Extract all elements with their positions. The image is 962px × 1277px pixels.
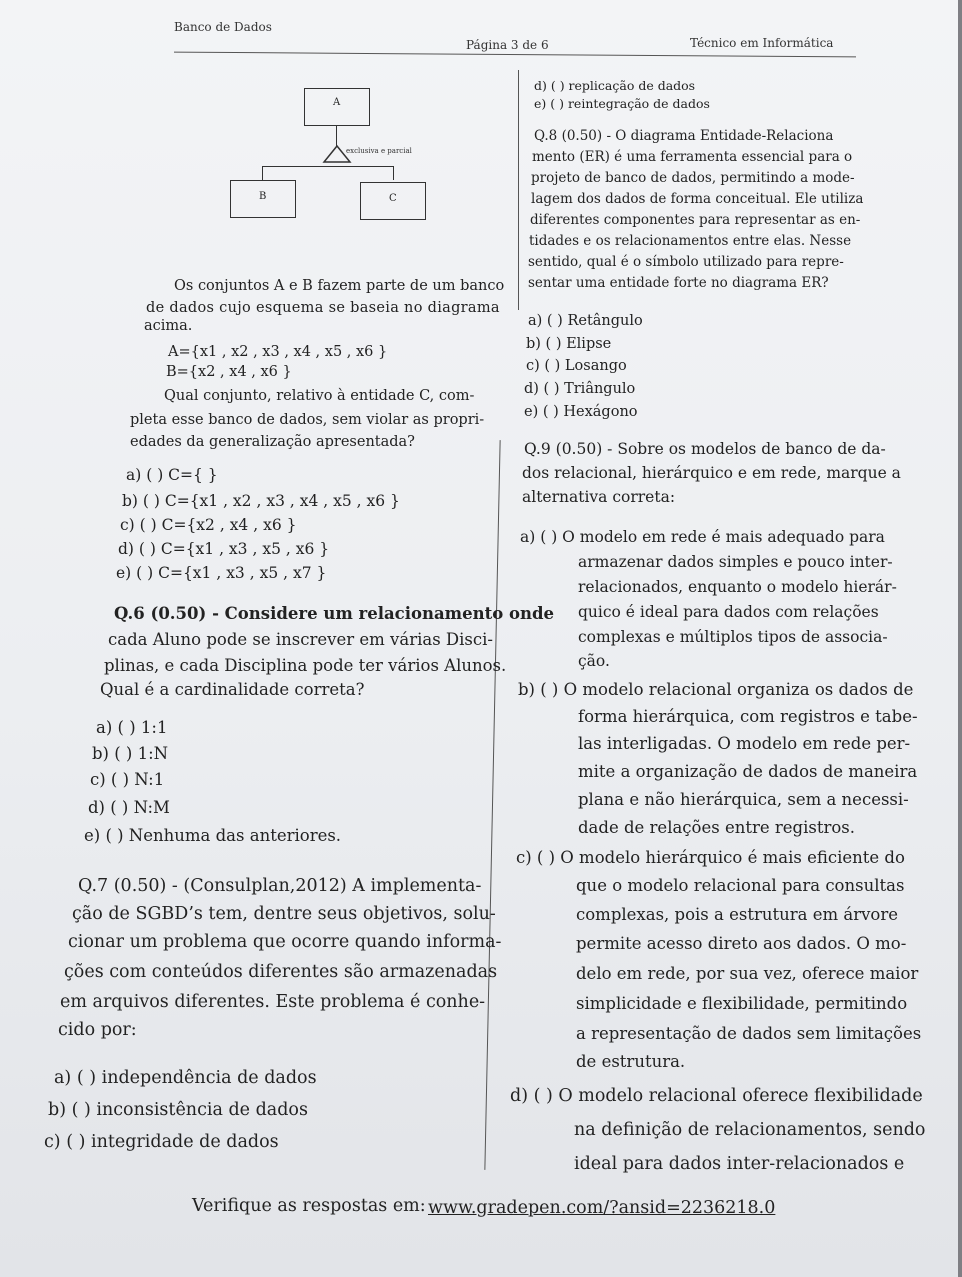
qprev-option-e[interactable]: e) ( ) reintegração de dados [534,96,710,111]
q7-option-c[interactable]: c) ( ) integridade de dados [44,1132,279,1152]
q9-option-a-line1[interactable]: a) ( ) O modelo em rede é mais adequado para [520,528,885,546]
header-course: Banco de Dados [174,20,272,34]
generalization-label: exclusiva e parcial [346,147,412,155]
entity-b-box [230,180,296,218]
q7-line1: Q.7 (0.50) - (Consulplan,2012) A implementa- [78,876,482,896]
q8-option-e[interactable]: e) ( ) Hexágono [524,404,638,420]
q9-line2: dos relacional, hierárquico e em rede, marque a [522,464,901,482]
q5-intro-line1: Os conjuntos A e B fazem parte de um banco [174,278,505,294]
q9-line3: alternativa correta: [522,488,676,506]
q6-option-e[interactable]: e) ( ) Nenhuma das anteriores. [84,826,342,845]
q7-line6: cido por: [58,1020,137,1040]
q6-line3: plinas, e cada Disciplina pode ter vários Alunos. [104,656,507,675]
q9-option-a-line5: complexas e múltiplos tipos de associa- [578,628,888,646]
q9-option-c-line3: complexas, pois a estrutura em árvore [576,905,898,924]
q7-option-b[interactable]: b) ( ) inconsistência de dados [48,1100,308,1120]
q9-option-a-line3: relacionados, enquanto o modelo hierár- [578,578,897,596]
entity-a-label: A [333,97,341,108]
q9-option-c-line4: permite acesso direto aos dados. O mo- [576,934,907,953]
diagram-branch [262,166,394,167]
q5-option-d[interactable]: d) ( ) C={x1 , x3 , x5 , x6 } [118,540,330,558]
q5-set-a: A={x1 , x2 , x3 , x4 , x5 , x6 } [168,344,388,360]
q5-question-line3: edades da generalização apresentada? [130,434,415,450]
diagram-connector [336,126,337,146]
q6-line1 [114,604,554,623]
q8-line8: sentar uma entidade forte no diagrama ER? [528,275,829,291]
q8-line3: projeto de banco de dados, permitindo a mode- [531,170,855,186]
q8-line4: lagem dos dados de forma conceitual. Ele utiliza [531,191,864,207]
q9-option-c-line7: a representação de dados sem limitações [576,1024,922,1043]
q9-option-a-line2: armazenar dados simples e pouco inter- [578,553,893,571]
q5-set-b: B={x2 , x4 , x6 } [166,364,292,380]
q6-option-a[interactable]: a) ( ) 1:1 [96,718,168,737]
q8-option-b[interactable]: b) ( ) Elipse [526,336,612,352]
q8-line6: tidades e os relacionamentos entre elas. Nesse [529,233,852,249]
q9-option-b-line6: dade de relações entre registros. [578,818,856,837]
header-rule [174,52,856,58]
q8-line5: diferentes componentes para representar as en- [530,212,861,228]
q8-option-d[interactable]: d) ( ) Triângulo [524,381,636,397]
q8-option-c[interactable]: c) ( ) Losango [526,358,627,374]
q9-option-b-line5: plana e não hierárquica, sem a necessi- [578,790,909,809]
q6-option-d[interactable]: d) ( ) N:M [88,798,170,817]
q7-line3: cionar um problema que ocorre quando informa- [68,932,502,952]
q7-option-a[interactable]: a) ( ) independência de dados [54,1068,317,1088]
q7-line2: ção de SGBD’s tem, dentre seus objetivos, solu- [72,904,496,924]
q9-option-a-line4: quico é ideal para dados com relações [578,603,879,621]
q9-option-b-line1[interactable]: b) ( ) O modelo relacional organiza os dados de [518,680,914,699]
q6-line2: cada Aluno pode se inscrever em várias Disci- [108,630,493,649]
entity-c-label: C [389,193,397,204]
q9-option-a-line6: ção. [578,652,610,670]
header-program: Técnico em Informática [690,36,834,50]
q5-intro-line3: acima. [144,318,193,334]
q5-option-e[interactable]: e) ( ) C={x1 , x3 , x5 , x7 } [116,564,327,582]
q6-line4: Qual é a cardinalidade correta? [100,680,365,699]
q5-option-b[interactable]: b) ( ) C={x1 , x2 , x3 , x4 , x5 , x6 } [122,492,400,510]
q8-line1: Q.8 (0.50) - O diagrama Entidade-Relaciona [534,128,834,144]
qprev-option-d[interactable]: d) ( ) replicação de dados [534,78,696,93]
entity-c-box [360,182,426,220]
diagram-branch-left [262,166,263,180]
q7-line5: em arquivos diferentes. Este problema é conhe- [60,992,486,1012]
q8-option-a[interactable]: a) ( ) Retângulo [528,313,643,329]
q9-option-b-line3: las interligadas. O modelo em rede per- [578,734,911,753]
q6-option-c[interactable]: c) ( ) N:1 [90,770,165,789]
footer-prefix: Verifique as respostas em: [192,1196,426,1216]
entity-a-box [304,88,370,126]
q6-option-b[interactable]: b) ( ) 1:N [92,744,169,763]
footer-answers-link[interactable]: www.gradepen.com/?ansid=2236218.0 [428,1198,776,1218]
q9-option-c-line1[interactable]: c) ( ) O modelo hierárquico é mais eficiente do [516,848,905,867]
q9-option-d-line3: ideal para dados inter-relacionados e [574,1154,905,1174]
q5-option-a[interactable]: a) ( ) C={ } [126,466,218,484]
column-divider-top [518,70,519,310]
q9-option-d-line2: na definição de relacionamentos, sendo [574,1120,926,1140]
q7-line4: ções com conteúdos diferentes são armazenadas [64,962,498,982]
q9-option-c-line2: que o modelo relacional para consultas [576,876,905,895]
q5-question-line1: Qual conjunto, relativo à entidade C, com- [164,388,475,404]
q6-text: Q.6 (0.50) - Considere um relacionamento onde [114,604,555,623]
q9-option-c-line6: simplicidade e flexibilidade, permitindo [576,994,908,1013]
q5-option-c[interactable]: c) ( ) C={x2 , x4 , x6 } [120,516,297,534]
q9-option-b-line4: mite a organização de dados de maneira [578,762,918,781]
q5-intro-line2: de dados cujo esquema se baseia no diagrama [146,300,500,316]
entity-b-label: B [259,191,267,202]
q8-line7: sentido, qual é o símbolo utilizado para repre- [528,254,844,270]
q9-line1: Q.9 (0.50) - Sobre os modelos de banco de da- [524,440,886,458]
q9-option-b-line2: forma hierárquica, com registros e tabe- [578,707,918,726]
q9-option-c-line8: de estrutura. [576,1052,686,1071]
column-divider [484,440,500,1170]
q5-question-line2: pleta esse banco de dados, sem violar as propri- [130,412,485,428]
q8-line2: mento (ER) é uma ferramenta essencial para o [532,149,853,165]
q9-option-d-line1[interactable]: d) ( ) O modelo relacional oferece flexibilidade [510,1086,923,1106]
header-page-number: Página 3 de 6 [466,38,549,52]
diagram-branch-right [393,166,394,180]
q9-option-c-line5: delo em rede, por sua vez, oferece maior [576,964,919,983]
